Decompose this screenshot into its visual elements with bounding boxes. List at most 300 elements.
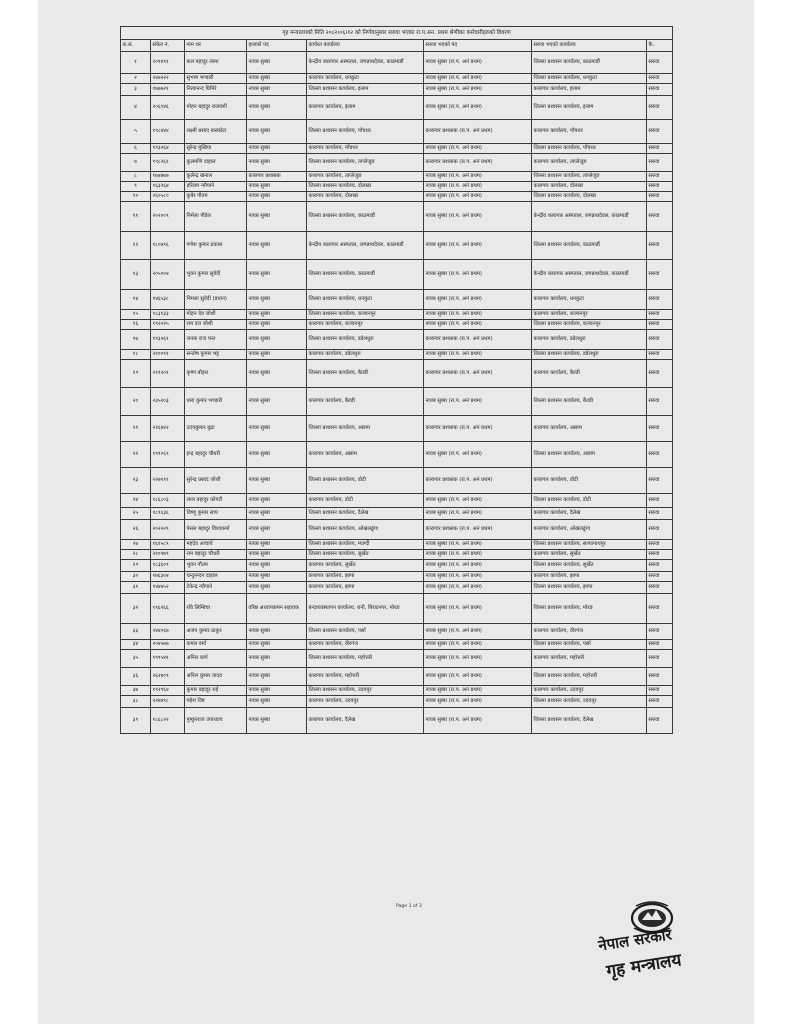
- table-row: [121, 84, 673, 96]
- serial-number-cell: २: [121, 74, 151, 84]
- code-number-cell: १४४७५२: [151, 582, 185, 594]
- current-office-cell: जिल्ला प्रशासन कार्यालय, डोटी: [307, 468, 424, 494]
- current-post-cell: नायब सुब्बा: [247, 260, 307, 290]
- name-cell: विष्णु कुमार साप: [185, 508, 247, 520]
- code-number-cell: २४४०६७: [151, 624, 185, 640]
- transferred-post-cell: नायब सुब्बा (रा.प. अनं प्रथम): [424, 640, 532, 650]
- transferred-post-cell: नायब सुब्बा (रा.प. अनं प्रथम): [424, 572, 532, 582]
- current-post-cell: नायब सुब्बा: [247, 686, 307, 696]
- current-post-cell: नायब सुब्बा: [247, 74, 307, 84]
- remark-cell: सरुवा: [647, 232, 673, 260]
- document-sheet: [120, 26, 672, 734]
- table-row: [121, 320, 673, 330]
- current-post-cell: नायब सुब्बा: [247, 388, 307, 416]
- code-number-cell: २२७४९८: [151, 696, 185, 708]
- seal-text-government: नेपाल सरकार: [597, 925, 673, 955]
- code-number-cell: १८९६३६: [151, 508, 185, 520]
- transferred-post-cell: नायब सुब्बा (रा.प. अनं प्रथम): [424, 202, 532, 232]
- remark-cell: सरुवा: [647, 624, 673, 640]
- current-post-cell: नायब सुब्बा: [247, 696, 307, 708]
- name-cell: लाल बहादुर कोगटी: [185, 494, 247, 508]
- transferred-office-cell: कारागार कार्यालय, महोत्तरी: [532, 650, 647, 668]
- code-number-cell: १९३२६४: [151, 144, 185, 154]
- current-office-cell: कारागार कार्यालय, दोलखा: [307, 192, 424, 202]
- current-office-cell: कारागार कार्यालय, उदयपुर: [307, 696, 424, 708]
- column-header: क.सं.: [121, 40, 151, 52]
- table-row: [121, 310, 673, 320]
- table-row: [121, 696, 673, 708]
- current-office-cell: कारागार कार्यालय, महोत्तरी: [307, 668, 424, 686]
- transferred-office-cell: कारागार कार्यालय, धनकुटा: [532, 290, 647, 310]
- code-number-cell: १९३२६१: [151, 330, 185, 350]
- remark-cell: सरुवा: [647, 154, 673, 172]
- table-row: [121, 624, 673, 640]
- current-post-cell: नायब सुब्बा: [247, 120, 307, 144]
- remark-cell: सरुवा: [647, 84, 673, 96]
- current-office-cell: जिल्ला प्रशासन कार्यालय, काठमाडौं: [307, 202, 424, 232]
- code-number-cell: २१६४४२: [151, 416, 185, 442]
- current-post-cell: नायब सुब्बा: [247, 84, 307, 96]
- serial-number-cell: ८: [121, 172, 151, 182]
- current-office-cell: बन्दव्यवस्थापन कार्यालय, रानी, बिराटनगर, मोरङ: [307, 594, 424, 624]
- code-number-cell: १९९५४१: [151, 650, 185, 668]
- table-row: [121, 120, 673, 144]
- transferred-post-cell: नायब सुब्बा (रा.प. अनं प्रथम): [424, 508, 532, 520]
- table-row: [121, 290, 673, 310]
- name-cell: पुष्कुरराज उपाध्याय: [185, 708, 247, 734]
- serial-number-cell: ३: [121, 84, 151, 96]
- remark-cell: सरुवा: [647, 360, 673, 388]
- remark-cell: सरुवा: [647, 594, 673, 624]
- code-number-cell: १९२९६४: [151, 686, 185, 696]
- name-cell: सुभाष भण्डारी: [185, 74, 247, 84]
- current-office-cell: जिल्ला प्रशासन कार्यालय, इलाम: [307, 84, 424, 96]
- table-row: [121, 154, 673, 172]
- remark-cell: सरुवा: [647, 416, 673, 442]
- remark-cell: सरुवा: [647, 202, 673, 232]
- transfer-table: [120, 26, 673, 734]
- transferred-office-cell: कारागार कार्यालय, अछाम: [532, 416, 647, 442]
- remark-cell: सरुवा: [647, 708, 673, 734]
- serial-number-cell: ३३: [121, 624, 151, 640]
- transferred-post-cell: नायब सुब्बा (रा.प. अनं प्रथम): [424, 624, 532, 640]
- transferred-office-cell: जिल्ला प्रशासन कार्यालय, सुर्खेत: [532, 560, 647, 572]
- current-office-cell: जिल्ला प्रशासन कार्यालय, म्याग्दी: [307, 540, 424, 550]
- name-cell: अनिल कुमार यादव: [185, 668, 247, 686]
- code-number-cell: २१००९१: [151, 350, 185, 360]
- transferred-office-cell: केन्द्रीय कारागार अस्पताल, जगन्नाथदेवल, काठमाडौं: [532, 202, 647, 232]
- code-number-cell: २०२००९: [151, 202, 185, 232]
- serial-number-cell: ३२: [121, 594, 151, 624]
- name-cell: सुरेन्द्र मुखिया: [185, 144, 247, 154]
- transferred-office-cell: जिल्ला प्रशासन कार्यालय, बैतडी: [532, 388, 647, 416]
- name-cell: कमल वर्मा: [185, 640, 247, 650]
- transferred-office-cell: जिल्ला प्रशासन कार्यालय, कञ्चनपुर: [532, 320, 647, 330]
- transferred-post-cell: कारागार प्रशासक (रा.प. अनं प्रथम): [424, 468, 532, 494]
- transferred-post-cell: कारागार प्रशासक (रा.प. अनं प्रथम): [424, 120, 532, 144]
- current-post-cell: नायब सुब्बा: [247, 52, 307, 74]
- name-cell: जनक राज पन्त: [185, 330, 247, 350]
- current-office-cell: कारागार कार्यालय, धनकुटा: [307, 74, 424, 84]
- table-row: [121, 560, 673, 572]
- current-office-cell: जिल्ला प्रशासन कार्यालय, पाँचथर: [307, 120, 424, 144]
- current-office-cell: जिल्ला प्रशासन कार्यालय, कञ्चनपुर: [307, 310, 424, 320]
- table-title: गृह मन्त्रालयको मिति २०८२।०६।१२ को निर्णयानुसार सरुवा भएका रा.प.अन. प्रथम श्रेणीका कर्मचारीहरुको विवरण: [121, 27, 673, 40]
- code-number-cell: १८६८०३: [151, 494, 185, 508]
- current-office-cell: जिल्ला प्रशासन कार्यालय, महोत्तरी: [307, 650, 424, 668]
- transferred-office-cell: कारागार कार्यालय, पाँचथर: [532, 120, 647, 144]
- remark-cell: सरुवा: [647, 686, 673, 696]
- transferred-post-cell: नायब सुब्बा (रा.प. अनं प्रथम): [424, 232, 532, 260]
- serial-number-cell: १: [121, 52, 151, 74]
- serial-number-cell: २६: [121, 520, 151, 540]
- table-row: [121, 182, 673, 192]
- code-number-cell: १९८४४४: [151, 120, 185, 144]
- code-number-cell: २४७२२२: [151, 74, 185, 84]
- serial-number-cell: २३: [121, 468, 151, 494]
- name-cell: अनिल कर्ण: [185, 650, 247, 668]
- remark-cell: सरुवा: [647, 540, 673, 550]
- remark-cell: सरुवा: [647, 172, 673, 182]
- serial-number-cell: १३: [121, 260, 151, 290]
- transferred-post-cell: नायब सुब्बा (रा.प. अनं प्रथम): [424, 550, 532, 560]
- column-header: नाम थर: [185, 40, 247, 52]
- transferred-post-cell: कारागार प्रशासक (रा.प. अनं प्रथम): [424, 154, 532, 172]
- remark-cell: सरुवा: [647, 388, 673, 416]
- current-office-cell: कारागार कार्यालय, इलाम: [307, 96, 424, 120]
- current-post-cell: नायब सुब्बा: [247, 508, 307, 520]
- current-office-cell: जिल्ला प्रशासन कार्यालय, दोलखा: [307, 182, 424, 192]
- current-post-cell: वरिष्ठ अध्यापकमन सहायक: [247, 594, 307, 624]
- current-post-cell: नायब सुब्बा: [247, 640, 307, 650]
- code-number-cell: १७७७२१: [151, 84, 185, 96]
- name-cell: पेसल बहादुर विश्वकर्मा: [185, 520, 247, 540]
- transferred-office-cell: कारागार कार्यालय, दैलेख: [532, 508, 647, 520]
- code-number-cell: १७६३०४: [151, 572, 185, 582]
- table-row: [121, 416, 673, 442]
- transferred-office-cell: कारागार कार्यालय, ओखलढुंगा: [532, 520, 647, 540]
- serial-number-cell: २०: [121, 388, 151, 416]
- name-cell: सन्तोष कुमार भट्ट: [185, 350, 247, 360]
- transferred-office-cell: कारागार कार्यालय, इलाम: [532, 84, 647, 96]
- code-number-cell: २०९४९१: [151, 52, 185, 74]
- current-post-cell: नायब सुब्बा: [247, 350, 307, 360]
- table-row: [121, 192, 673, 202]
- remark-cell: सरुवा: [647, 290, 673, 310]
- code-number-cell: १८३१३३: [151, 310, 185, 320]
- code-number-cell: १६१५८९: [151, 540, 185, 550]
- code-number-cell: २६०५८०: [151, 192, 185, 202]
- code-number-cell: १९६२६६: [151, 594, 185, 624]
- table-row: [121, 508, 673, 520]
- serial-number-cell: ३७: [121, 686, 151, 696]
- serial-number-cell: २४: [121, 494, 151, 508]
- name-cell: इन्द्र बहादुर चौधरी: [185, 442, 247, 468]
- current-post-cell: नायब सुब्बा: [247, 582, 307, 594]
- serial-number-cell: १५: [121, 310, 151, 320]
- current-office-cell: केन्द्रीय कारागार अस्पताल, जगन्नाथदेवल, काठमाडौं: [307, 52, 424, 74]
- transferred-office-cell: कारागार कार्यालय, वीरगंज: [532, 624, 647, 640]
- code-number-cell: १९२०२५: [151, 320, 185, 330]
- serial-number-cell: ३५: [121, 650, 151, 668]
- transferred-post-cell: नायब सुब्बा (रा.प. अनं प्रथम): [424, 442, 532, 468]
- name-cell: राम दत्त जोशी: [185, 320, 247, 330]
- table-body: [121, 52, 673, 734]
- transferred-post-cell: नायब सुब्बा (रा.प. अनं प्रथम): [424, 192, 532, 202]
- current-office-cell: जिल्ला प्रशासन कार्यालय, काठमाडौं: [307, 260, 424, 290]
- transferred-office-cell: जिल्ला प्रशासन कार्यालय, झापा: [532, 582, 647, 594]
- table-row: [121, 232, 673, 260]
- seal-text-ministry: गृह मन्त्रालय: [605, 950, 683, 982]
- transferred-post-cell: कारागार प्रशासक (रा.प. अनं प्रथम): [424, 520, 532, 540]
- remark-cell: सरुवा: [647, 560, 673, 572]
- code-number-cell: १४६५३८: [151, 290, 185, 310]
- name-cell: नित्यानन्द घिमिरे: [185, 84, 247, 96]
- name-cell: सुरेन्द्र प्रसाद जोशी: [185, 468, 247, 494]
- table-row: [121, 350, 673, 360]
- current-office-cell: जिल्ला प्रशासन कार्यालय, अछाम: [307, 416, 424, 442]
- transferred-office-cell: जिल्ला प्रशासन कार्यालय, धनकुटा: [532, 74, 647, 84]
- transferred-office-cell: कारागार कार्यालय, ताप्लेजुङ: [532, 154, 647, 172]
- transferred-post-cell: नायब सुब्बा (रा.प. अनं प्रथम): [424, 582, 532, 594]
- name-cell: गणेश कुमार ढकाल: [185, 232, 247, 260]
- transferred-post-cell: नायब सुब्बा (रा.प. अनं प्रथम): [424, 52, 532, 74]
- serial-number-cell: ३१: [121, 582, 151, 594]
- remark-cell: सरुवा: [647, 468, 673, 494]
- remark-cell: सरुवा: [647, 182, 673, 192]
- transferred-post-cell: नायब सुब्बा (रा.प. अनं प्रथम): [424, 310, 532, 320]
- code-number-cell: २०६१४६: [151, 96, 185, 120]
- remark-cell: सरुवा: [647, 96, 673, 120]
- serial-number-cell: २८: [121, 550, 151, 560]
- name-cell: अजय कुमार ठाकुर: [185, 624, 247, 640]
- code-number-cell: २३५२०३: [151, 388, 185, 416]
- table-row: [121, 330, 673, 350]
- column-header: कार्यरत कार्यालय: [307, 40, 424, 52]
- name-cell: भुवन गौतम: [185, 560, 247, 572]
- current-office-cell: कारागार कार्यालय, अछाम: [307, 442, 424, 468]
- table-row: [121, 202, 673, 232]
- transferred-office-cell: जिल्ला प्रशासन कार्यालय, डडेलधुरा: [532, 350, 647, 360]
- current-post-cell: नायब सुब्बा: [247, 416, 307, 442]
- table-row: [121, 572, 673, 582]
- name-cell: कृष्ण बोहरा: [185, 360, 247, 388]
- table-row: [121, 540, 673, 550]
- column-header: सरुवा भएको पद: [424, 40, 532, 52]
- serial-number-cell: २१: [121, 416, 151, 442]
- transferred-post-cell: नायब सुब्बा (रा.प. अनं प्रथम): [424, 260, 532, 290]
- current-office-cell: कारागार कार्यालय, झापा: [307, 572, 424, 582]
- current-office-cell: जिल्ला प्रशासन कार्यालय, उदयपुर: [307, 686, 424, 696]
- table-row: [121, 388, 673, 416]
- transferred-office-cell: कारागार कार्यालय, उदयपुर: [532, 686, 647, 696]
- remark-cell: सरुवा: [647, 650, 673, 668]
- table-row: [121, 442, 673, 468]
- remark-cell: सरुवा: [647, 520, 673, 540]
- current-post-cell: नायब सुब्बा: [247, 192, 307, 202]
- current-post-cell: नायब सुब्बा: [247, 310, 307, 320]
- table-row: [121, 172, 673, 182]
- transferred-office-cell: जिल्ला प्रशासन कार्यालय, दैलेख: [532, 708, 647, 734]
- serial-number-cell: ३८: [121, 696, 151, 708]
- table-row: [121, 360, 673, 388]
- name-cell: लक्ष्मी प्रसाद बास्कोटा: [185, 120, 247, 144]
- serial-number-cell: १९: [121, 360, 151, 388]
- remark-cell: सरुवा: [647, 52, 673, 74]
- transferred-office-cell: जिल्ला प्रशासन कार्यालय, काठमाडौं: [532, 232, 647, 260]
- transferred-post-cell: नायब सुब्बा (रा.प. अनं प्रथम): [424, 560, 532, 572]
- serial-number-cell: ३६: [121, 668, 151, 686]
- table-row: [121, 468, 673, 494]
- remark-cell: सरुवा: [647, 192, 673, 202]
- code-number-cell: १८६८२२: [151, 708, 185, 734]
- name-cell: धारा कुमार भण्डारी: [185, 388, 247, 416]
- current-post-cell: नायब सुब्बा: [247, 560, 307, 572]
- current-post-cell: नायब सुब्बा: [247, 520, 307, 540]
- transferred-office-cell: जिल्ला प्रशासन कार्यालय, डोटी: [532, 494, 647, 508]
- current-post-cell: नायब सुब्बा: [247, 232, 307, 260]
- code-number-cell: २२७१११: [151, 468, 185, 494]
- transferred-office-cell: जिल्ला प्रशासन कार्यालय, पाँचथर: [532, 144, 647, 154]
- current-office-cell: कारागार कार्यालय, बैतडी: [307, 388, 424, 416]
- current-office-cell: कारागार कार्यालय, सुर्खेत: [307, 560, 424, 572]
- transferred-office-cell: कारागार कार्यालय, बैतडी: [532, 360, 647, 388]
- current-post-cell: नायब सुब्बा: [247, 668, 307, 686]
- table-row: [121, 74, 673, 84]
- table-row: [121, 520, 673, 540]
- name-cell: कल बहादुर लामा: [185, 52, 247, 74]
- transferred-post-cell: नायब सुब्बा (रा.प. अनं प्रथम): [424, 594, 532, 624]
- transferred-office-cell: जिल्ला प्रशासन कार्यालय, उदयपुर: [532, 696, 647, 708]
- remark-cell: सरुवा: [647, 144, 673, 154]
- current-post-cell: नायब सुब्बा: [247, 624, 307, 640]
- transferred-post-cell: नायब सुब्बा (रा.प. अनं प्रथम): [424, 650, 532, 668]
- current-post-cell: नायब सुब्बा: [247, 550, 307, 560]
- transferred-office-cell: जिल्ला प्रशासन कार्यालय, दोलखा: [532, 192, 647, 202]
- serial-number-cell: ९: [121, 182, 151, 192]
- current-post-cell: नायब सुब्बा: [247, 182, 307, 192]
- serial-number-cell: ४: [121, 96, 151, 120]
- transferred-post-cell: नायब सुब्बा (रा.प. अनं प्रथम): [424, 144, 532, 154]
- table-row: [121, 494, 673, 508]
- current-office-cell: जिल्ला प्रशासन कार्यालय, सुर्खेत: [307, 550, 424, 560]
- transferred-post-cell: कारागार प्रशासक (रा.प. अनं प्रथम): [424, 360, 532, 388]
- table-row: [121, 594, 673, 624]
- code-number-cell: १९९०६९: [151, 442, 185, 468]
- current-office-cell: जिल्ला प्रशासन कार्यालय, दैलेख: [307, 508, 424, 520]
- transferred-post-cell: नायब सुब्बा (रा.प. अनं प्रथम): [424, 388, 532, 416]
- current-post-cell: नायब सुब्बा: [247, 708, 307, 734]
- current-office-cell: जिल्ला प्रशासन कार्यालय, ओखलढुंगा: [307, 520, 424, 540]
- column-header: सरुवा भएको कार्यालय: [532, 40, 647, 52]
- name-cell: निर्मला पौडेल: [185, 202, 247, 232]
- name-cell: टेकेन्द्र न्यौपाने: [185, 582, 247, 594]
- transferred-office-cell: केन्द्रीय कारागार अस्पताल, जगन्नाथदेवल, काठमाडौं: [532, 260, 647, 290]
- serial-number-cell: ३९: [121, 708, 151, 734]
- serial-number-cell: ५: [121, 120, 151, 144]
- transferred-post-cell: नायब सुब्बा (रा.प. अनं प्रथम): [424, 708, 532, 734]
- remark-cell: सरुवा: [647, 640, 673, 650]
- transferred-office-cell: कारागार कार्यालय, झापा: [532, 572, 647, 582]
- transferred-office-cell: जिल्ला प्रशासन कार्यालय, पर्सा: [532, 640, 647, 650]
- transferred-post-cell: नायब सुब्बा (रा.प. अनं प्रथम): [424, 494, 532, 508]
- code-number-cell: १६३२६४: [151, 182, 185, 192]
- code-number-cell: २१०९७९: [151, 550, 185, 560]
- serial-number-cell: ११: [121, 202, 151, 232]
- current-post-cell: कारागार प्रशासक: [247, 172, 307, 182]
- remark-cell: सरुवा: [647, 550, 673, 560]
- code-number-cell: १८३६०९: [151, 560, 185, 572]
- table-row: [121, 52, 673, 74]
- serial-number-cell: १८: [121, 350, 151, 360]
- remark-cell: सरुवा: [647, 350, 673, 360]
- current-post-cell: नायब सुब्बा: [247, 360, 307, 388]
- transferred-post-cell: कारागार प्रशासक (रा.प. अनं प्रथम): [424, 416, 532, 442]
- serial-number-cell: १२: [121, 232, 151, 260]
- transferred-office-cell: जिल्ला प्रशासन कार्यालय, काठमाडौं: [532, 52, 647, 74]
- current-office-cell: कारागार कार्यालय, कञ्चनपुर: [307, 320, 424, 330]
- current-office-cell: कारागार कार्यालय, डोटी: [307, 494, 424, 508]
- transferred-post-cell: नायब सुब्बा (रा.प. अनं प्रथम): [424, 172, 532, 182]
- transferred-office-cell: कारागार कार्यालय, डडेलधुरा: [532, 330, 647, 350]
- current-office-cell: कारागार कार्यालय, दैलेख: [307, 708, 424, 734]
- transferred-office-cell: कारागार कार्यालय, डोटी: [532, 468, 647, 494]
- serial-number-cell: २७: [121, 540, 151, 550]
- serial-number-cell: २५: [121, 508, 151, 520]
- current-office-cell: कारागार कार्यालय, ताप्लेजुङ: [307, 172, 424, 182]
- current-office-cell: कारागार कार्यालय, पाँचथर: [307, 144, 424, 154]
- column-header: हालको पद: [247, 40, 307, 52]
- code-number-cell: २०५००४: [151, 260, 185, 290]
- transferred-office-cell: जिल्ला प्रशासन कार्यालय, महोत्तरी: [532, 668, 647, 686]
- transferred-office-cell: जिल्ला प्रशासन कार्यालय, मोरङ: [532, 594, 647, 624]
- table-row: [121, 708, 673, 734]
- name-cell: हरिराम न्यौपाने: [185, 182, 247, 192]
- name-cell: भुवन कुमार सुवेदी: [185, 260, 247, 290]
- table-row: [121, 668, 673, 686]
- current-post-cell: नायब सुब्बा: [247, 202, 307, 232]
- transferred-post-cell: नायब सुब्बा (रा.प. अनं प्रथम): [424, 74, 532, 84]
- code-number-cell: २१९२०१: [151, 360, 185, 388]
- name-cell: कुबेर गौतम: [185, 192, 247, 202]
- transferred-office-cell: कारागार कार्यालय, सुर्खेत: [532, 550, 647, 560]
- serial-number-cell: २९: [121, 560, 151, 572]
- current-post-cell: नायब सुब्बा: [247, 320, 307, 330]
- name-cell: निमला सुवेदी (प्रधान): [185, 290, 247, 310]
- column-header: कै.: [647, 40, 673, 52]
- transferred-post-cell: नायब सुब्बा (रा.प. अनं प्रथम): [424, 84, 532, 96]
- serial-number-cell: १४: [121, 290, 151, 310]
- name-cell: कुलेन्द्र खनाल: [185, 172, 247, 182]
- transferred-office-cell: जिल्ला प्रशासन कार्यालय, ताप्लेजुङ: [532, 172, 647, 182]
- serial-number-cell: ३४: [121, 640, 151, 650]
- name-cell: चन्दुनन्दन दाहाल: [185, 572, 247, 582]
- current-post-cell: नायब सुब्बा: [247, 572, 307, 582]
- table-header-row: [121, 40, 673, 52]
- current-office-cell: केन्द्रीय कारागार अस्पताल, जगन्नाथदेवल, काठमाडौं: [307, 232, 424, 260]
- name-cell: मोहन देव जोशी: [185, 310, 247, 320]
- serial-number-cell: १६: [121, 320, 151, 330]
- current-post-cell: नायब सुब्बा: [247, 96, 307, 120]
- transferred-office-cell: कारागार कार्यालय, दोलखा: [532, 182, 647, 192]
- remark-cell: सरुवा: [647, 330, 673, 350]
- transferred-post-cell: नायब सुब्बा (रा.प. अनं प्रथम): [424, 686, 532, 696]
- remark-cell: सरुवा: [647, 668, 673, 686]
- serial-number-cell: ६: [121, 144, 151, 154]
- table-row: [121, 640, 673, 650]
- remark-cell: सरुवा: [647, 572, 673, 582]
- table-row: [121, 686, 673, 696]
